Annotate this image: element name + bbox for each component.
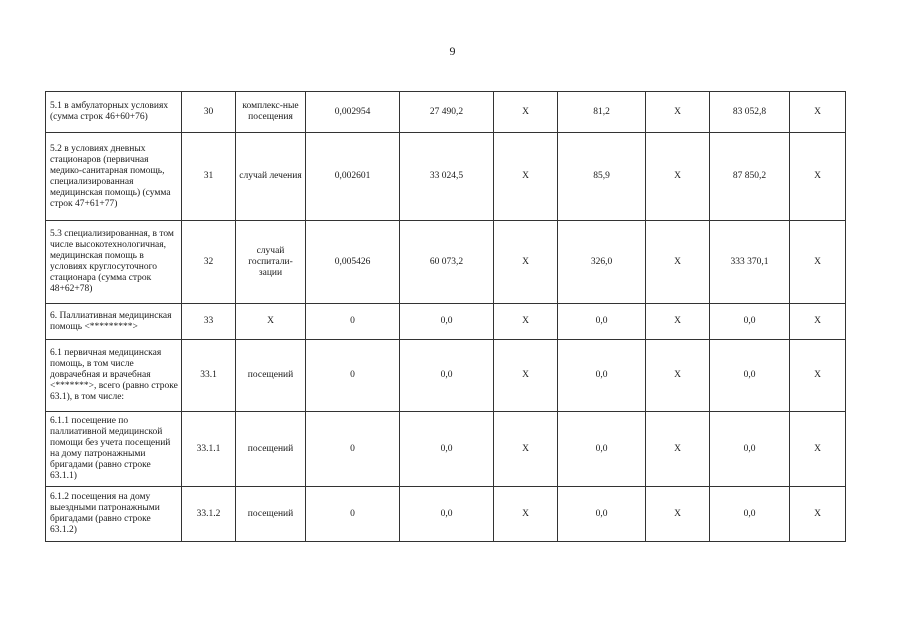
- page-number: 9: [449, 44, 456, 58]
- row-line-number: 33.1.2: [182, 487, 236, 542]
- row-norm-value: 0: [306, 487, 400, 542]
- table-row: [46, 221, 846, 304]
- row-cost-value: 0,0: [400, 304, 494, 340]
- table-row: [46, 92, 846, 133]
- row-cost-value: 0,0: [400, 487, 494, 542]
- row-cost-value: 0,0: [400, 412, 494, 487]
- row-cell: Х: [494, 221, 558, 304]
- row-line-number: 30: [182, 92, 236, 133]
- row-unit: посещений: [236, 487, 306, 542]
- row-cell: Х: [790, 340, 846, 412]
- row-line-number: 32: [182, 221, 236, 304]
- row-cell: Х: [646, 221, 710, 304]
- row-cost-value: 33 024,5: [400, 133, 494, 221]
- row-norm-value: 0,002954: [306, 92, 400, 133]
- row-cell: Х: [494, 304, 558, 340]
- row-cell: 0,0: [710, 340, 790, 412]
- row-cell: 81,2: [558, 92, 646, 133]
- row-label: 5.3 специализированная, в том числе высокотехнологичная, медицинская помощь в условиях круглосуточного стационара (сумма строк 48+62+78): [46, 221, 182, 304]
- table-row: [46, 133, 846, 221]
- row-line-number: 33.1.1: [182, 412, 236, 487]
- row-cost-value: 0,0: [400, 340, 494, 412]
- data-table: [45, 91, 846, 542]
- row-cost-value: 60 073,2: [400, 221, 494, 304]
- row-cell: Х: [790, 304, 846, 340]
- table-row: [46, 412, 846, 487]
- row-cell: Х: [494, 487, 558, 542]
- row-cell: Х: [646, 133, 710, 221]
- row-cell: Х: [790, 412, 846, 487]
- table-row: [46, 487, 846, 542]
- table-row: [46, 304, 846, 340]
- row-cell: Х: [790, 92, 846, 133]
- row-norm-value: 0: [306, 304, 400, 340]
- row-cell: Х: [494, 412, 558, 487]
- row-unit: посещений: [236, 412, 306, 487]
- row-cell: 0,0: [558, 487, 646, 542]
- row-label: 6.1 первичная медицинская помощь, в том числе доврачебная и врачебная <*******>, всего (равно строке 63.1), в том числе:: [46, 340, 182, 412]
- row-line-number: 31: [182, 133, 236, 221]
- row-cell: 0,0: [710, 412, 790, 487]
- row-label: 6.1.1 посещение по паллиативной медицинской помощи без учета посещений на дому патронажными бригадами (равно строке 63.1.1): [46, 412, 182, 487]
- row-label: 6.1.2 посещения на дому выездными патронажными бригадами (равно строке 63.1.2): [46, 487, 182, 542]
- row-cell: 0,0: [558, 412, 646, 487]
- row-norm-value: 0: [306, 412, 400, 487]
- row-cell: Х: [790, 221, 846, 304]
- row-norm-value: 0,005426: [306, 221, 400, 304]
- row-cell: 85,9: [558, 133, 646, 221]
- row-label: 5.2 в условиях дневных стационаров (первичная медико-санитарная помощь, специализированная медицинская помощь) (сумма строк 47+61+77): [46, 133, 182, 221]
- row-cell: Х: [646, 412, 710, 487]
- row-cell: Х: [646, 340, 710, 412]
- row-cell: Х: [646, 304, 710, 340]
- row-unit: комплекс-ные посещения: [236, 92, 306, 133]
- row-cell: 0,0: [558, 340, 646, 412]
- row-cell: Х: [646, 92, 710, 133]
- row-cell: Х: [494, 92, 558, 133]
- row-line-number: 33.1: [182, 340, 236, 412]
- row-cell: 333 370,1: [710, 221, 790, 304]
- row-unit: случай госпитали-зации: [236, 221, 306, 304]
- row-norm-value: 0: [306, 340, 400, 412]
- row-cost-value: 27 490,2: [400, 92, 494, 133]
- row-cell: 0,0: [558, 304, 646, 340]
- row-cell: Х: [494, 133, 558, 221]
- table-body: [46, 92, 846, 542]
- row-unit: посещений: [236, 340, 306, 412]
- row-cell: Х: [790, 133, 846, 221]
- row-cell: 83 052,8: [710, 92, 790, 133]
- row-cell: Х: [494, 340, 558, 412]
- row-cell: 0,0: [710, 487, 790, 542]
- row-cell: Х: [646, 487, 710, 542]
- row-label: 6. Паллиативная медицинская помощь <*********>: [46, 304, 182, 340]
- row-label: 5.1 в амбулаторных условиях (сумма строк 46+60+76): [46, 92, 182, 133]
- row-line-number: 33: [182, 304, 236, 340]
- row-unit: Х: [236, 304, 306, 340]
- row-cell: 87 850,2: [710, 133, 790, 221]
- row-unit: случай лечения: [236, 133, 306, 221]
- row-cell: 326,0: [558, 221, 646, 304]
- table-row: [46, 340, 846, 412]
- row-cell: 0,0: [710, 304, 790, 340]
- row-norm-value: 0,002601: [306, 133, 400, 221]
- row-cell: Х: [790, 487, 846, 542]
